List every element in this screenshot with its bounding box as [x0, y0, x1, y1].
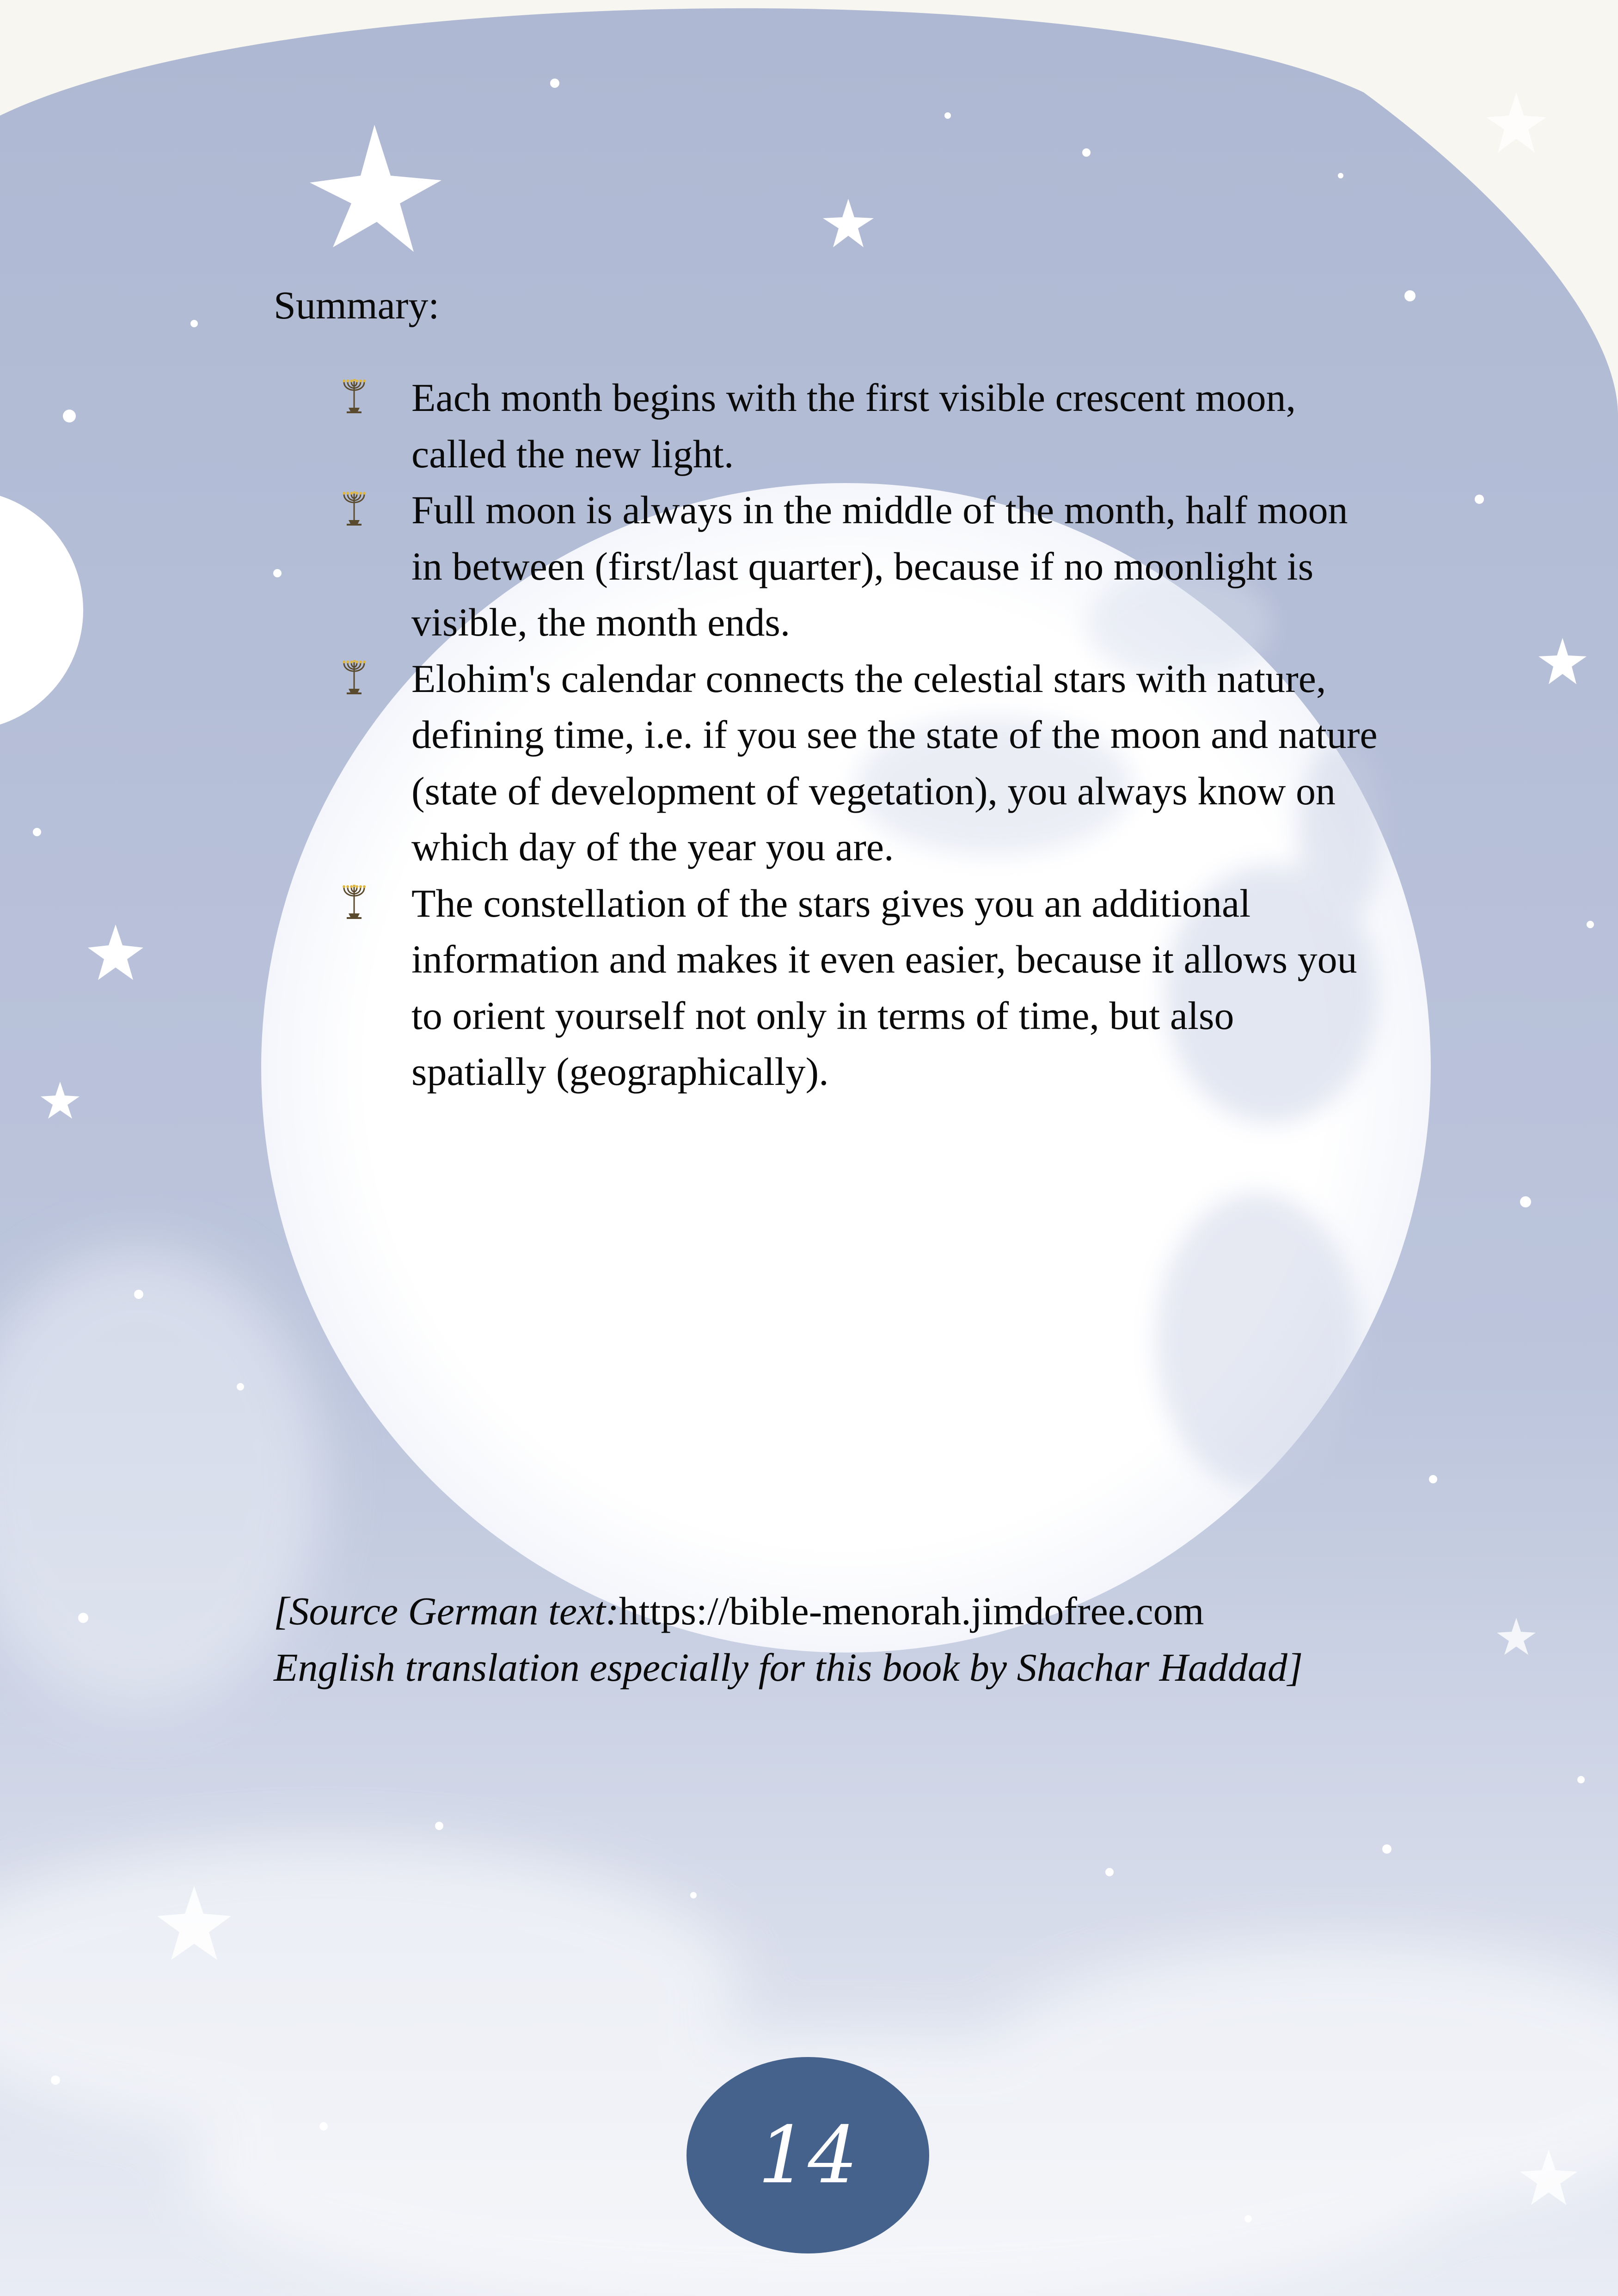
summary-list — [342, 370, 1378, 1100]
menorah-icon — [342, 379, 366, 413]
summary-bullet-text: Elohim's calendar connects the celestial stars with nature, defining time, i.e. if you see the state of the moon and nature (state of development of vegetation), you always know on which day of the year you are. — [411, 656, 1378, 869]
summary-bullet — [342, 651, 1378, 876]
source-url: https://bible-menorah.jimdofree.com — [619, 1589, 1204, 1633]
summary-bullet — [342, 370, 1378, 482]
summary-bullet-text: Full moon is always in the middle of the month, half moon in between (first/last quarter), because if no moonlight is visible, the month ends. — [411, 488, 1348, 644]
source-label: [Source German text: — [274, 1589, 619, 1633]
menorah-icon — [342, 660, 366, 694]
translation-credit: English translation especially for this book by Shachar Haddad] — [274, 1645, 1303, 1690]
summary-heading: Summary: — [274, 283, 440, 327]
menorah-icon — [342, 885, 366, 919]
page-number-badge — [686, 2057, 929, 2253]
summary-bullet-text: The constellation of the stars gives you an additional information and makes it even easier, because it allows you to orient yourself not only in terms of time, but also spatially (geographically). — [411, 881, 1357, 1094]
page-number: 14 — [758, 2109, 858, 2201]
source-note — [274, 1583, 1383, 1696]
summary-bullet — [342, 876, 1378, 1100]
menorah-icon — [342, 491, 366, 526]
summary-bullet — [342, 482, 1378, 651]
summary-bullet-text: Each month begins with the first visible crescent moon, called the new light. — [411, 375, 1296, 476]
